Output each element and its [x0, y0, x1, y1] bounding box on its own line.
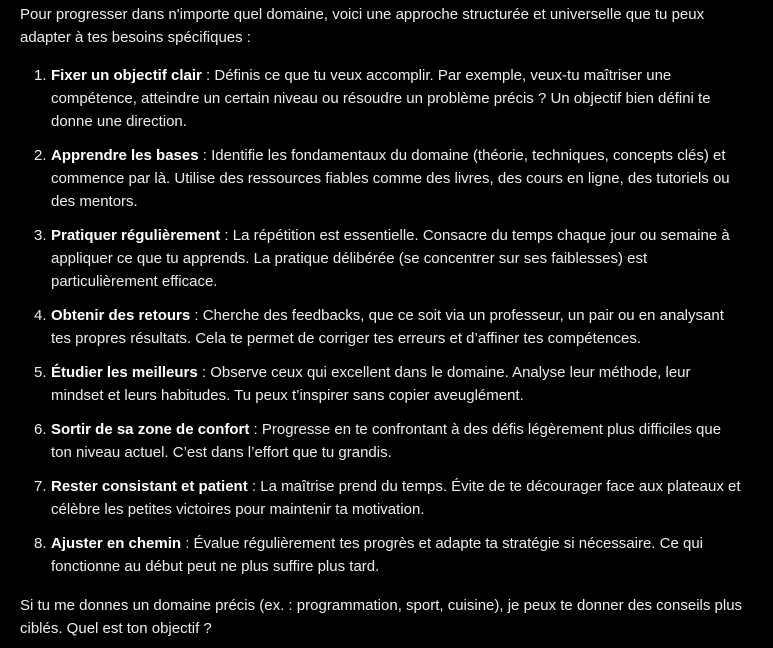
list-item [20, 418, 743, 464]
list-item-number: 5. [34, 364, 47, 381]
list-item-title: Sortir de sa zone de confort [51, 421, 250, 438]
list-item-title: Fixer un objectif clair [51, 67, 202, 84]
list-item [20, 64, 743, 133]
list-item-text: : Définis ce que tu veux accomplir. Par exemple, veux-tu maîtriser une compétence, atteindre un certain niveau ou résoudre un problème précis ? Un objectif bien défini te donne une direction. [51, 67, 711, 130]
intro-paragraph: Pour progresser dans n'importe quel domaine, voici une approche structurée et universelle que tu peux adapter à tes besoins spécifiques : [20, 6, 705, 46]
list-item-number: 1. [34, 67, 47, 84]
list-item-text: : Observe ceux qui excellent dans le domaine. Analyse leur méthode, leur mindset et leurs habitudes. Tu peux t’inspirer sans copier aveuglément. [51, 364, 691, 404]
list-item-number: 2. [34, 147, 47, 164]
list-item-text: : La répétition est essentielle. Consacre du temps chaque jour ou semaine à appliquer ce que tu apprends. La pratique délibérée (se concentrer sur ses faiblesses) est particulièrement efficace. [51, 227, 730, 290]
list-item [20, 224, 743, 293]
list-item-text: : La maîtrise prend du temps. Évite de te décourager face aux plateaux et célèbre les petites victoires pour maintenir ta motivation. [51, 478, 741, 518]
list-item-text: : Évalue régulièrement tes progrès et adapte ta stratégie si nécessaire. Ce qui fonctionne au début peut ne plus suffire plus tard. [51, 535, 703, 575]
list-item-number: 3. [34, 227, 47, 244]
list-item [20, 144, 743, 213]
list-item-title: Étudier les meilleurs [51, 364, 198, 381]
list-item-number: 7. [34, 478, 47, 495]
list-item-text: : Progresse en te confrontant à des défis légèrement plus difficiles que ton niveau actuel. C’est dans l’effort que tu grandis. [51, 421, 722, 461]
list-item-text: : Identifie les fondamentaux du domaine (théorie, techniques, concepts clés) et commence par là. Utilise des ressources fiables comme des livres, des cours en ligne, des tutoriels ou des mentors. [51, 147, 730, 210]
list-item-title: Ajuster en chemin [51, 535, 182, 552]
list-item [20, 532, 743, 578]
list-item [20, 361, 743, 407]
list-item-title: Apprendre les bases [51, 147, 199, 164]
list-item-title: Rester consistant et patient [51, 478, 248, 495]
outro-paragraph: Si tu me donnes un domaine précis (ex. : programmation, sport, cuisine), je peux te donner des conseils plus ciblés. Quel est ton objectif ? [20, 597, 743, 637]
list-item-text: : Cherche des feedbacks, que ce soit via un professeur, un pair ou en analysant tes propres résultats. Cela te permet de corriger tes erreurs et d’affiner tes compétences. [51, 307, 724, 347]
list-item-title: Pratiquer régulièrement [51, 227, 221, 244]
list-item-number: 6. [34, 421, 47, 438]
list-item [20, 304, 743, 350]
list-item-title: Obtenir des retours [51, 307, 191, 324]
list-item-number: 8. [34, 535, 47, 552]
list-item [20, 475, 743, 521]
list-item-number: 4. [34, 307, 47, 324]
steps-list [20, 64, 743, 578]
